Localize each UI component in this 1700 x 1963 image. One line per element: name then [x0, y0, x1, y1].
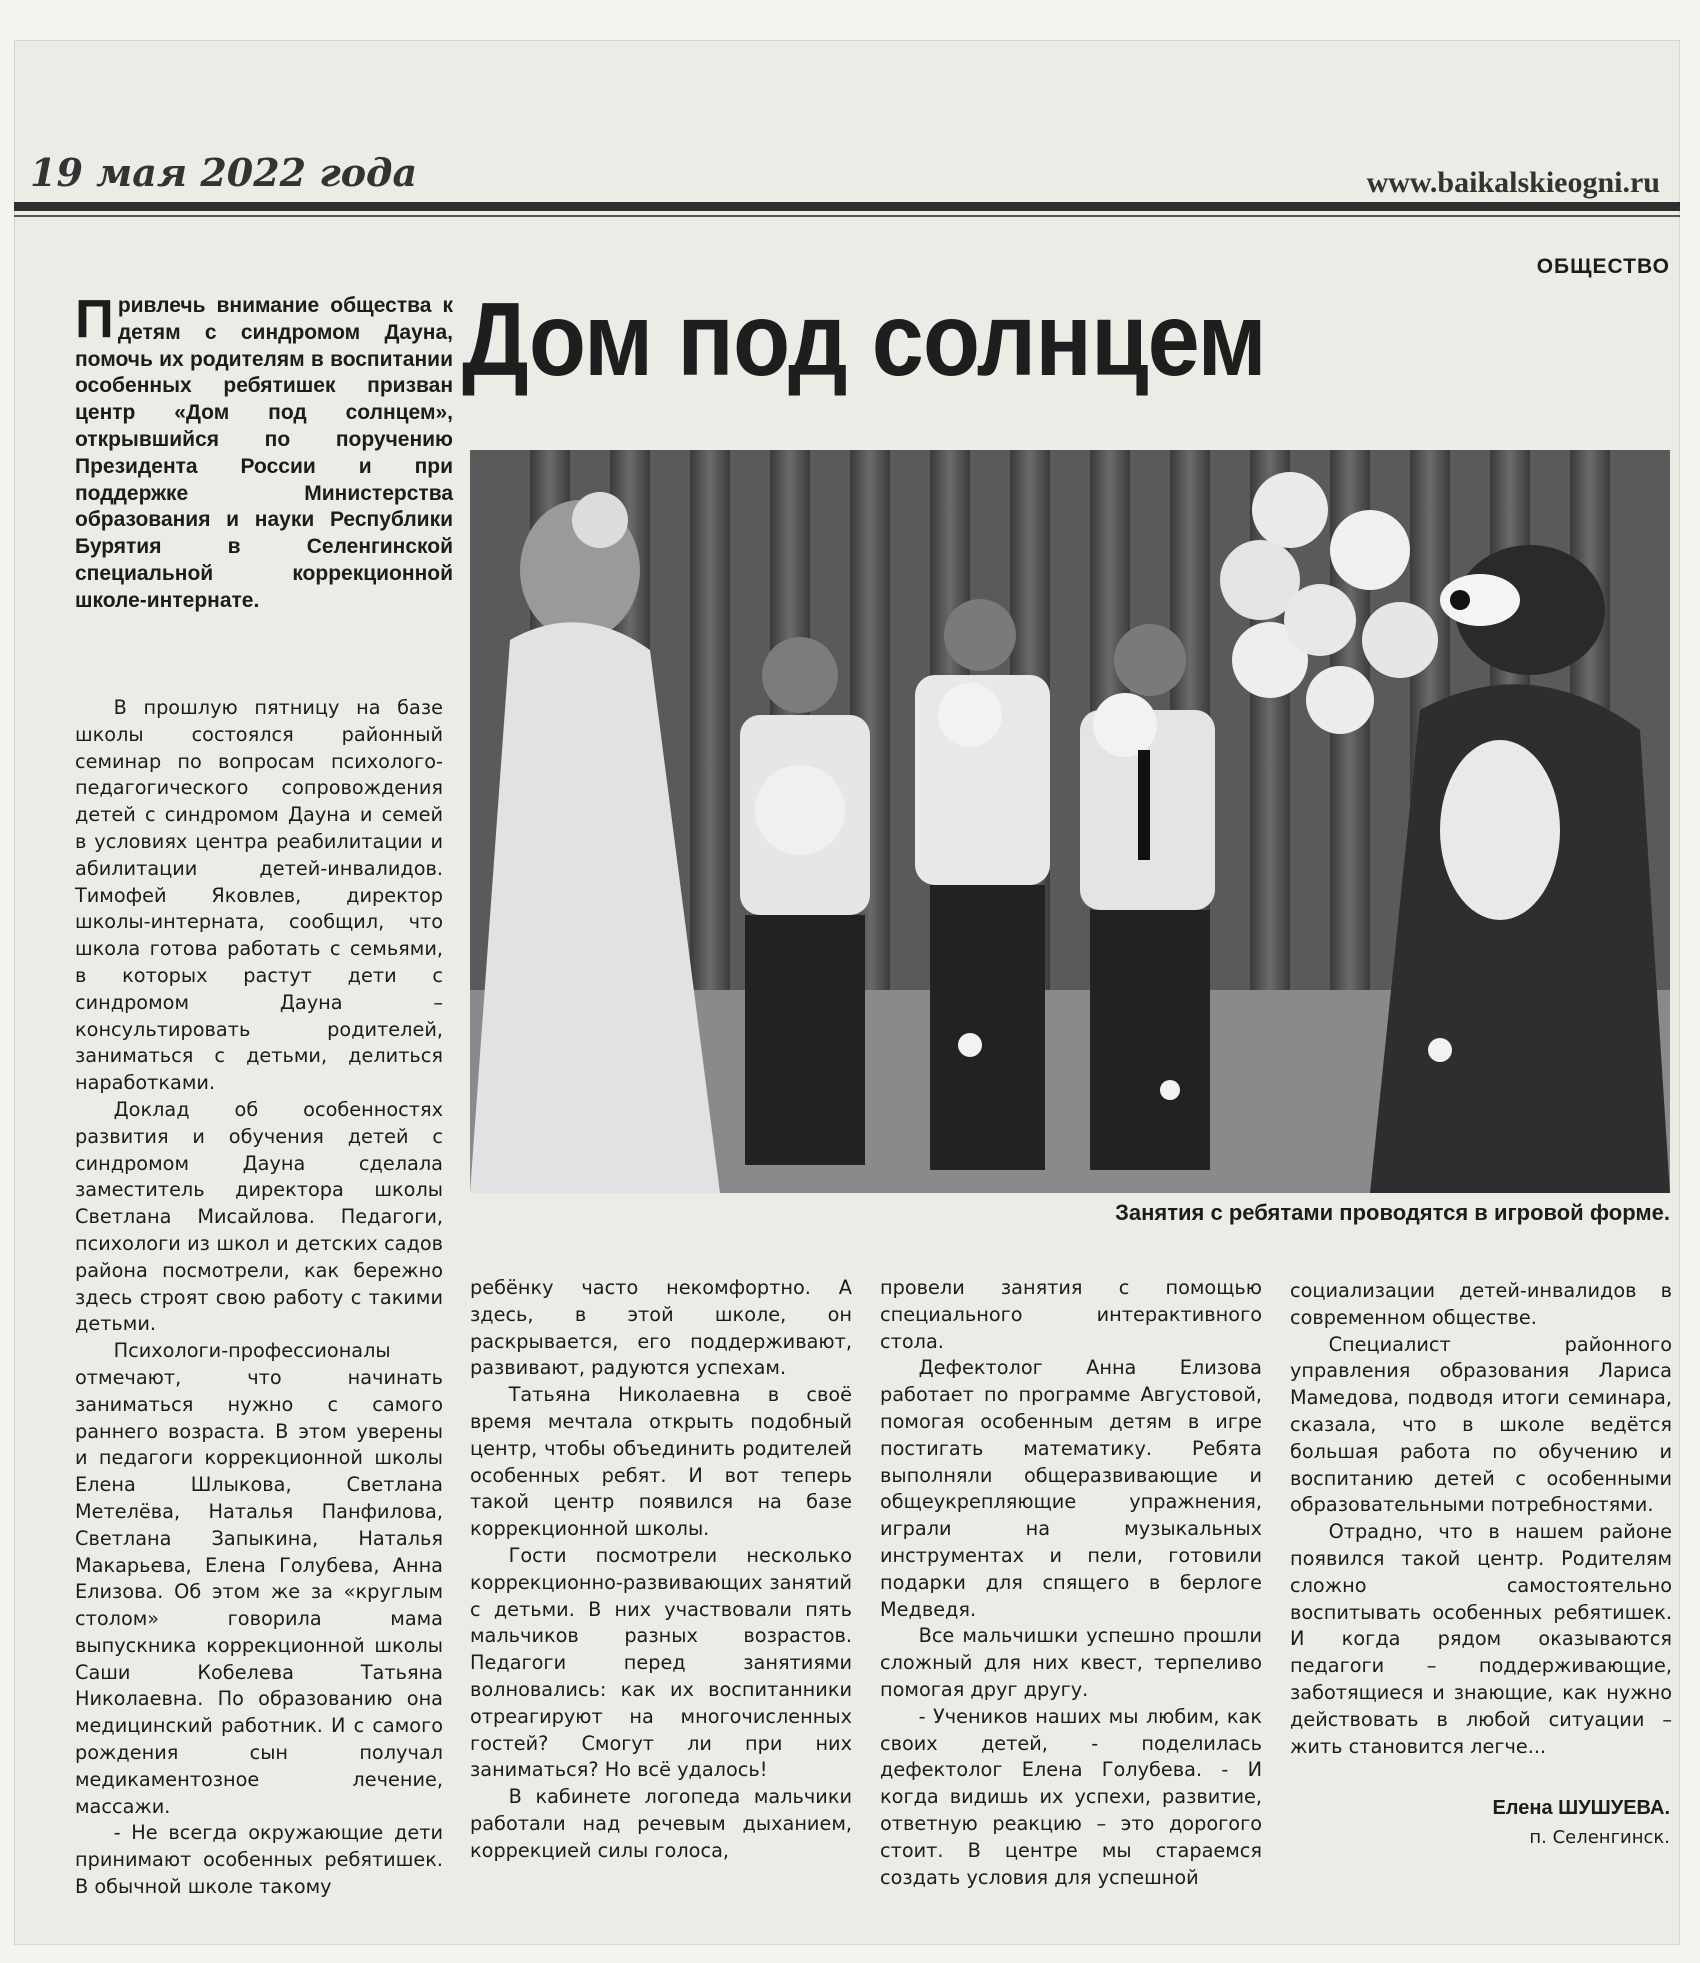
author-location: п. Селенгинск.: [1529, 1827, 1670, 1848]
paragraph: Все мальчишки успешно прошли сложный для них квест, терпеливо помогая друг другу.: [880, 1624, 1262, 1701]
text-column-1: [75, 695, 443, 1901]
issue-date: 19 мая 2022 года: [30, 150, 418, 195]
paragraph: Татьяна Николаевна в своё время мечтала открыть подобный центр, чтобы объединить родителей особенных ребят. И вот теперь такой центр появился на базе коррекционной школы.: [470, 1383, 852, 1541]
header-rule-thick: [14, 202, 1680, 211]
paragraph: Доклад об особенностях развития и обучения детей с синдромом Дауна сделала заместитель директора школы Светлана Мисайлова. Педагоги, психологи из школ и детских садов района посмотрели, как бережно здесь строят свою работу с такими детьми.: [75, 1097, 443, 1336]
paragraph: Гости посмотрели несколько коррекционно-развивающих занятий с детьми. В них участвовали пять мальчиков разных возрастов. Педагоги перед занятиями волновались: как их воспитанники отреагируют на многочисленных гостей? Смогут ли при них заниматься? Но всё удалось!: [470, 1543, 852, 1782]
text-column-2: [470, 1275, 852, 1865]
paragraph: Специалист районного управления образования Лариса Мамедова, подводя итоги семинара, сказала, что в школе ведётся большая работа по обучению и воспитанию детей с особенными образовательными потребностями.: [1290, 1332, 1672, 1517]
photo-caption: Занятия с ребятами проводятся в игровой форме.: [1115, 1200, 1670, 1225]
paragraph: Отрадно, что в нашем районе появился такой центр. Родителям сложно самостоятельно воспитывать особенных ребятишек. И когда рядом оказываются педагоги – поддерживающие, заботящиеся и знающие, как нужно действовать в любой ситуации – жить становится легче...: [1290, 1520, 1672, 1758]
article-headline: Дом под солнцем: [462, 282, 1266, 398]
rubric-label: ОБЩЕСТВО: [1536, 255, 1670, 278]
paragraph: В прошлую пятницу на базе школы состоялся районный семинар по вопросам психолого-педагогического сопровождения детей с синдромом Дауна и семей в условиях центра реабилитации и абилитации детей-инвалидов. Тимофей Яковлев, директор школы-интерната, сообщил, что школа готова работать с семьями, в которых растут дети с синдромом Дауна – консультировать родителей, заниматься с детьми, делиться наработками.: [75, 696, 443, 1095]
website-url: www.baikalskieogni.ru: [1366, 166, 1660, 199]
paragraph: - Не всегда окружающие дети принимают особенных ребятишек. В обычной школе такому: [75, 1821, 443, 1899]
paragraph: В кабинете логопеда мальчики работали над речевым дыханием, коррекцией силы голоса,: [470, 1785, 852, 1862]
paragraph: Дефектолог Анна Елизова работает по программе Августовой, помогая особенным детям в игре постигать математику. Ребята выполняли общеразвивающие и общеукрепляющие упражнения, играли на музыкальных инструментах и пели, готовили подарки для спящего в берлоге Медведя.: [880, 1356, 1262, 1621]
header-rule-thin: [14, 215, 1680, 217]
photo-illustration: [470, 450, 1670, 1193]
boy-middle: [915, 599, 1050, 1170]
article-lead: [75, 289, 453, 615]
boy-left: [740, 637, 870, 1165]
paragraph: Психологи-профессионалы отмечают, что начинать заниматься нужно с самого раннего возраста. В этом уверены и педагоги коррекционной школы Елена Шлыкова, Светлана Метелёва, Наталья Панфилова, Светлана Запыкина, Наталья Макарьева, Елена Голубева, Анна Елизова. Об этом же за «круглым столом» говорила мама выпускника коррекционной школы Саши Кобелева Татьяна Николаевна. По образованию она медицинский работник. И с самого рождения сын получал медикаментозное лечение, массажи.: [75, 1339, 443, 1818]
lead-dropcap: П: [75, 289, 114, 349]
paragraph: - Учеников наших мы любим, как своих детей, - поделилась дефектолог Елена Голубева. - И когда видишь их успехи, развитие, ответную реакцию – это дорогого стоит. В центре мы стараемся создать условия для успешной: [880, 1704, 1262, 1889]
paragraph: социализации детей-инвалидов в современном обществе.: [1290, 1279, 1672, 1329]
paragraph: ребёнку часто некомфортно. А здесь, в этой школе, он раскрывается, его поддерживают, развивают, радуются успехам.: [470, 1276, 852, 1380]
text-column-3: [880, 1275, 1262, 1891]
lead-text: ривлечь внимание общества к детям с синдромом Дауна, помочь их родителям в воспитании особенных ребятишек призван центр «Дом под солнцем», открывшийся по поручению Президента России и при поддержке Министерства образования и науки Республики Бурятия в Селенгинской специальной коррекционной школе-интернате.: [75, 294, 453, 612]
author-byline: Елена ШУШУЕВА.: [1492, 1797, 1670, 1819]
article-photo: [470, 450, 1670, 1193]
paragraph: провели занятия с помощью специального интерактивного стола.: [880, 1276, 1262, 1353]
text-column-4: [1290, 1278, 1672, 1760]
